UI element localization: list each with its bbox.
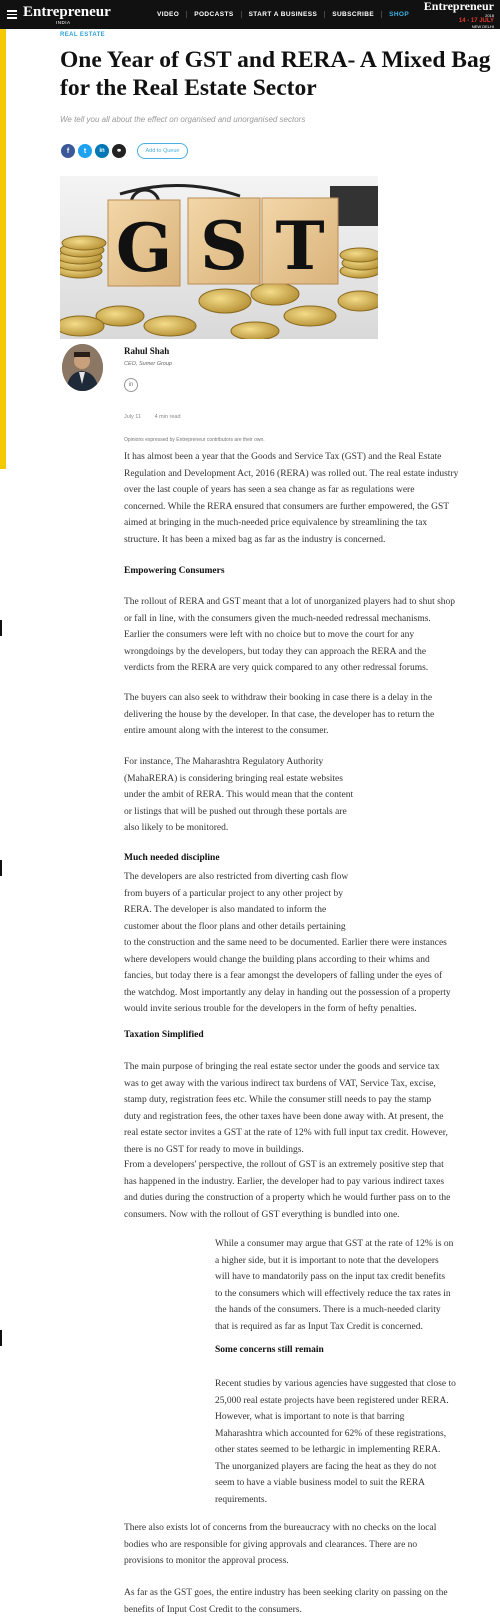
text-line: concerned. While the RERA ensured that consumers are further empowered, the GST: [124, 501, 450, 512]
text-line: delivering the house by the developer. In that case, the developer has to return the: [124, 709, 435, 720]
text-line: Recent studies by various agencies have suggested that close to: [215, 1379, 456, 1389]
author-name[interactable]: Rahul Shah: [124, 346, 170, 356]
text-line: was to get away with the various indirect tax burdens of VAT, Service Tax, excise,: [124, 1078, 436, 1089]
share-bar: [61, 144, 126, 158]
author-role: CEO, Sumer Group: [124, 361, 172, 367]
indented-paragraph: [215, 1376, 456, 1508]
text-line: there is no GST for ready to move in buildings.: [124, 1144, 304, 1155]
text-line: seem to have a viable business model to suit the RERA: [215, 1478, 426, 1488]
add-to-queue-button[interactable]: Add to Queue: [137, 143, 188, 159]
paragraph: [124, 869, 451, 1018]
text-line: other states seemed to be lethargic in implementing RERA.: [215, 1445, 441, 1455]
promo-date: 14 - 17 JULY: [458, 18, 494, 24]
text-line: also likely to be monitored.: [124, 823, 229, 833]
text-line: Maharashtra which accounted for 62% of these registrations,: [215, 1428, 447, 1439]
read-time: 4 min read: [154, 414, 181, 420]
text-line: Regulation and Development Act, 2016 (RERA) was rolled out. The real estate industry: [124, 468, 459, 479]
text-line: the watchdog. Most importantly any delay in handing out the possession of a property: [124, 987, 451, 998]
text-line: While a consumer may argue that GST at the rate of 12% is on: [215, 1239, 454, 1249]
text-line: and duties during the construction of a property which he would further pass on to the: [124, 1193, 451, 1203]
text-line: where developers would change the building plans according to their whims and: [124, 954, 430, 965]
text-line: has happened in the industry. Earlier, the developer had to pay various indirect taxes: [124, 1176, 445, 1187]
article-headline: [60, 46, 500, 102]
text-line: would invite serious trouble for the developers in the form of hefty penalties.: [124, 1004, 417, 1014]
nav-podcasts[interactable]: PODCASTS: [187, 11, 241, 18]
left-accent-bar: [0, 29, 6, 469]
text-line: benefits of Input Cost Credit to the consumers.: [124, 1604, 302, 1615]
text-line: There also exists lot of concerns from the bureaucracy with no checks on the local: [124, 1523, 437, 1533]
headline-line: One Year of GST and RERA- A Mixed Bag: [60, 47, 491, 73]
text-line: to the consumers which will effectively reduce the tax rates in: [215, 1288, 451, 1299]
event-promo[interactable]: [424, 0, 494, 29]
nav-subscribe[interactable]: SUBSCRIBE: [325, 11, 382, 18]
twitter-icon[interactable]: t: [78, 144, 92, 158]
text-line: RERA. The developer is also mandated to inform the: [124, 905, 327, 915]
text-line: to the construction and the same need to be documented. Earlier there were instances: [124, 938, 447, 948]
text-line: under the ambit of RERA. This would mean that the content: [124, 790, 354, 800]
text-line: verdicts from the RERA are very quick compared to any other redressal forums.: [124, 663, 429, 673]
paragraph: [124, 690, 434, 740]
text-line: It has almost been a year that the Goods and Service Tax (GST) and the Real Estate: [124, 452, 442, 462]
hamburger-menu-icon[interactable]: [7, 10, 17, 19]
section-heading: Much needed discipline: [124, 853, 220, 863]
text-line: the hands of the consumers. There is a much-needed clarity: [215, 1305, 441, 1315]
author-avatar[interactable]: [62, 344, 103, 391]
text-line: aimed at bringing in the much-needed price equivalence by streamlining the tax: [124, 518, 428, 528]
text-line: over the last couple of years has seen a sea change as far as regulations were: [124, 485, 415, 495]
article-subhead: We tell you all about the effect on organised and unorganised sectors: [60, 115, 306, 124]
nav-shop[interactable]: SHOP: [389, 11, 410, 18]
text-line: duty and registration fees, the other taxes have been done away with. At present, the: [124, 1111, 444, 1122]
text-line: (MahaRERA) is considering bringing real estate websites: [124, 773, 343, 784]
hero-letter: S: [200, 207, 248, 285]
text-line: fancies, but today there is a fear amongst the developers of falling under the eyes of: [124, 971, 443, 981]
site-logo[interactable]: Entrepreneur: [23, 4, 111, 20]
section-heading: Empowering Consumers: [124, 566, 225, 576]
text-line: customer about the floor plans and other details pertaining: [124, 921, 346, 932]
text-line: bodies who are responsible for giving approvals and clearances. There are no: [124, 1539, 418, 1550]
text-line: The rollout of RERA and GST meant that a lot of unorganized players had to shut shop: [124, 597, 456, 607]
contributor-disclaimer: Opinions expressed by Entrepreneur contributors are their own.: [124, 437, 265, 443]
text-line: For instance, The Maharashtra Regulatory Authority: [124, 757, 324, 767]
section-heading: Some concerns still remain: [215, 1345, 324, 1355]
hero-letter: T: [275, 207, 325, 285]
promo-year: 2018: [485, 13, 494, 18]
text-line: 25,000 real estate projects have been registered under RERA.: [215, 1395, 449, 1406]
link-icon[interactable]: ⚭: [112, 144, 126, 158]
text-line: from buyers of a particular project to any other project by: [124, 888, 343, 899]
text-line: or fall in line, with the consumers given the much-needed redressal mechanisms.: [124, 613, 431, 624]
text-line: Earlier the consumers were left with no choice but to move the court for any: [124, 630, 415, 640]
paragraph: [124, 594, 455, 677]
hero-letter: G: [115, 209, 173, 287]
text-line: stamp duty, registration fees etc. While the consumer still needs to pay the stamp: [124, 1095, 432, 1105]
gst-blocks-illustration: [60, 176, 378, 339]
headline-line: for the Real Estate Sector: [60, 75, 317, 101]
article-dateline: [124, 414, 193, 420]
promo-city: NEW DELHI: [471, 24, 494, 29]
text-line: consumers. Now with the rollout of GST everything is bundled into one.: [124, 1209, 400, 1220]
hero-image: [60, 176, 378, 339]
text-line: or listings that will be pushed out through these portals are: [124, 806, 347, 817]
top-navigation-bar: [0, 0, 500, 29]
linkedin-icon[interactable]: in: [95, 144, 109, 158]
text-line: real estate sector invites a GST at the rate of 12% with full input tax credit. However,: [124, 1128, 448, 1138]
edge-mark: [0, 860, 2, 876]
main-nav: [150, 0, 416, 29]
text-line: that is required as far as Input Tax Credit is concerned.: [215, 1321, 423, 1332]
text-line: As far as the GST goes, the entire industry has been seeking clarity on passing on the: [124, 1588, 448, 1598]
paragraph: [124, 1059, 448, 1158]
edge-mark: [0, 1330, 2, 1346]
paragraph: [124, 1520, 436, 1570]
text-line: The developers are also restricted from diverting cash flow: [124, 872, 349, 882]
paragraph: [124, 1585, 448, 1618]
paragraph: [124, 754, 353, 837]
text-line: a higher side, but it is important to note that the developers: [215, 1255, 439, 1266]
text-line: The buyers can also seek to withdraw their booking in case there is a delay in the: [124, 693, 433, 703]
text-line: requirements.: [215, 1494, 267, 1505]
text-line: The unorganized players are facing the heat as they do not: [215, 1461, 437, 1472]
text-line: wrongdoings by the developers, but today they can approach the RERA and the: [124, 646, 427, 657]
text-line: structure. It has been a mixed bag as far as the industry is concerned.: [124, 534, 386, 545]
indented-paragraph: [215, 1236, 453, 1335]
nav-start-a-business[interactable]: START A BUSINESS: [242, 11, 326, 18]
section-heading: Taxation Simplified: [124, 1030, 204, 1040]
text-line: entire amount along with the interest to the consumer.: [124, 726, 329, 736]
edge-mark: [0, 620, 2, 636]
nav-video[interactable]: VIDEO: [150, 11, 187, 18]
author-photo: [62, 344, 103, 391]
publish-date: July 11: [124, 414, 142, 420]
text-line: From a developers' perspective, the rollout of GST is an extremely positive step that: [124, 1160, 444, 1170]
article-category[interactable]: REAL ESTATE: [60, 32, 106, 38]
facebook-icon[interactable]: f: [61, 144, 75, 158]
author-linkedin-icon[interactable]: in: [124, 378, 138, 392]
text-line: However, what is important to note is that barring: [215, 1412, 405, 1422]
text-line: The main purpose of bringing the real estate sector under the goods and service tax: [124, 1062, 440, 1072]
text-line: provisions to monitor the approval process.: [124, 1556, 289, 1566]
text-line: will have to mandatorily pass on the input tax credit benefits: [215, 1272, 446, 1282]
promo-logo: Entrepreneur: [423, 0, 494, 13]
paragraph: [124, 1157, 450, 1223]
paragraph: [124, 449, 458, 548]
site-logo-edition: INDIA: [56, 20, 71, 25]
